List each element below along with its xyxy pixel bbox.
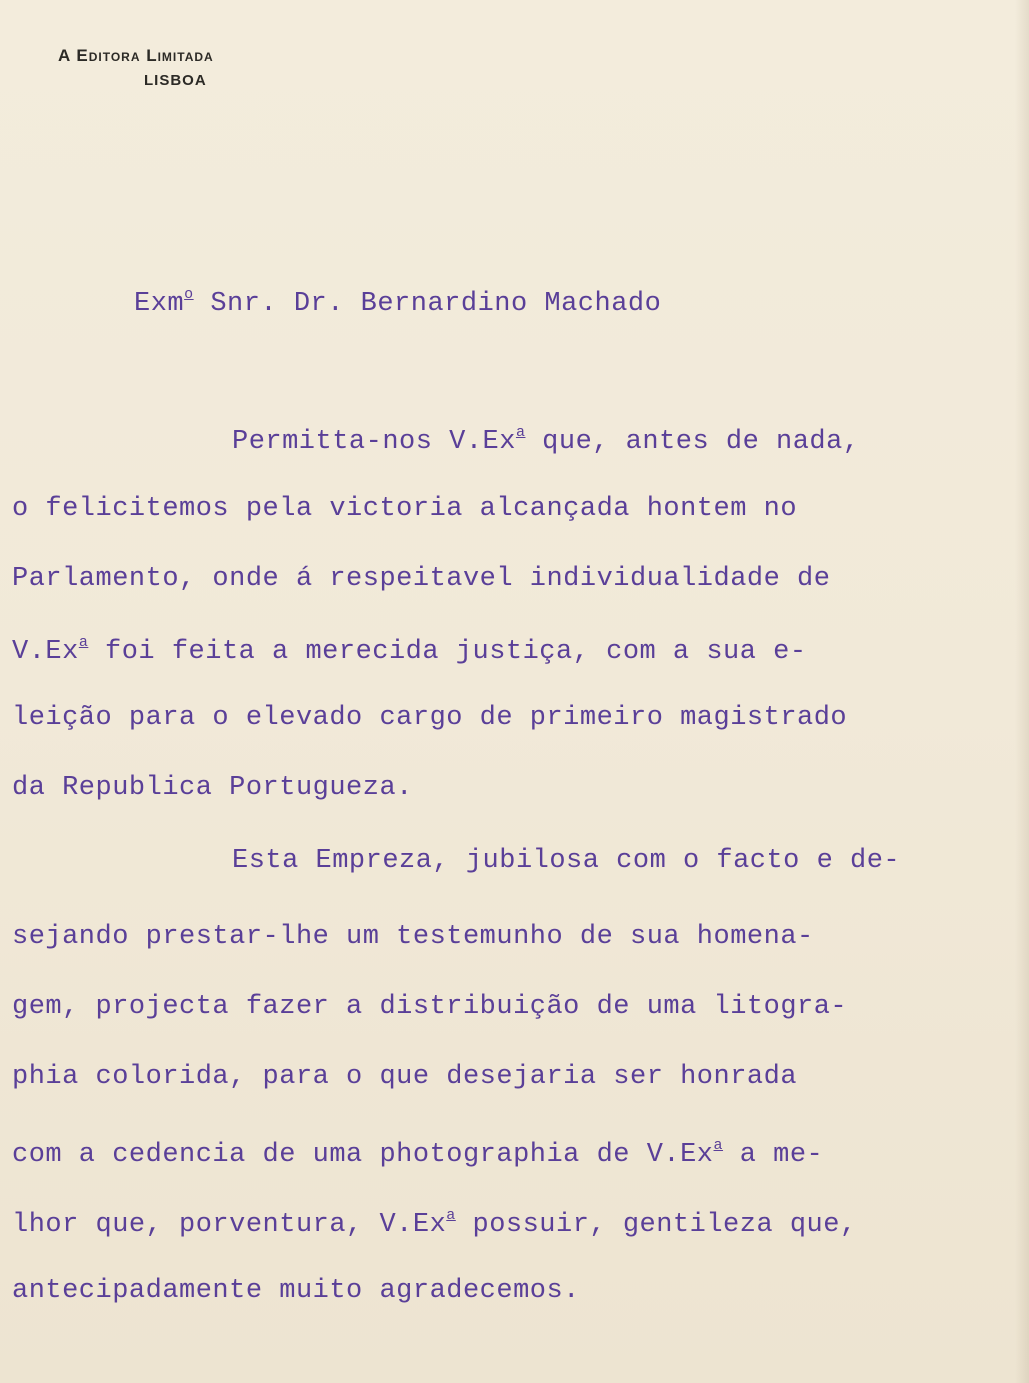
p2l5-pre: com a cedencia de uma photographia de V.Ex [12,1140,714,1170]
paragraph1-line1 [232,424,860,457]
p1l1-ordinal: a [515,424,526,441]
paragraph1-line3: Parlamento, onde á respeitavel individualidade de [12,564,831,594]
p1l4-pre: V.Ex [12,637,79,667]
paragraph2-line7: antecipadamente muito agradecemos. [12,1276,580,1306]
paragraph2-line6 [12,1207,857,1240]
paper-edge-shadow [1015,0,1029,1383]
paragraph1-line4 [12,634,807,667]
salutation-ordinal: o [184,286,194,303]
p1l1-pre: Permitta-nos V.Ex [232,427,516,457]
p2l6-post: possuir, gentileza que, [455,1210,857,1240]
p1l4-ordinal: a [78,634,89,651]
letterhead-company: A Editora Limitada [58,46,214,65]
paragraph2-line1: Esta Empreza, jubilosa com o facto e de- [232,846,901,876]
p2l6-pre: lhor que, porventura, V.Ex [12,1210,447,1240]
paragraph1-line5: leição para o elevado cargo de primeiro magistrado [12,703,848,733]
paragraph1-line2: o felicitemos pela victoria alcançada hontem no [12,494,798,524]
paragraph2-line5 [12,1137,823,1170]
paragraph2-line2: sejando prestar-lhe um testemunho de sua homena- [12,922,814,952]
paragraph1-line6: da Republica Portugueza. [12,773,413,803]
p1l4-post: foi feita a merecida justiça, com a sua e- [88,637,807,667]
letterhead-city: LISBOA [144,72,207,89]
p2l5-post: a me- [723,1140,824,1170]
salutation [134,286,661,319]
paragraph2-line4: phia colorida, para o que desejaria ser honrada [12,1062,798,1092]
p2l5-ordinal: a [713,1137,724,1154]
letterhead [58,46,318,89]
salutation-name: Snr. Dr. Bernardino Machado [193,289,662,319]
paragraph2-line3: gem, projecta fazer a distribuição de uma litogra- [12,992,848,1022]
salutation-pre: Exm [134,289,185,319]
p1l1-post: que, antes de nada, [525,427,860,457]
p2l6-ordinal: a [446,1207,456,1224]
